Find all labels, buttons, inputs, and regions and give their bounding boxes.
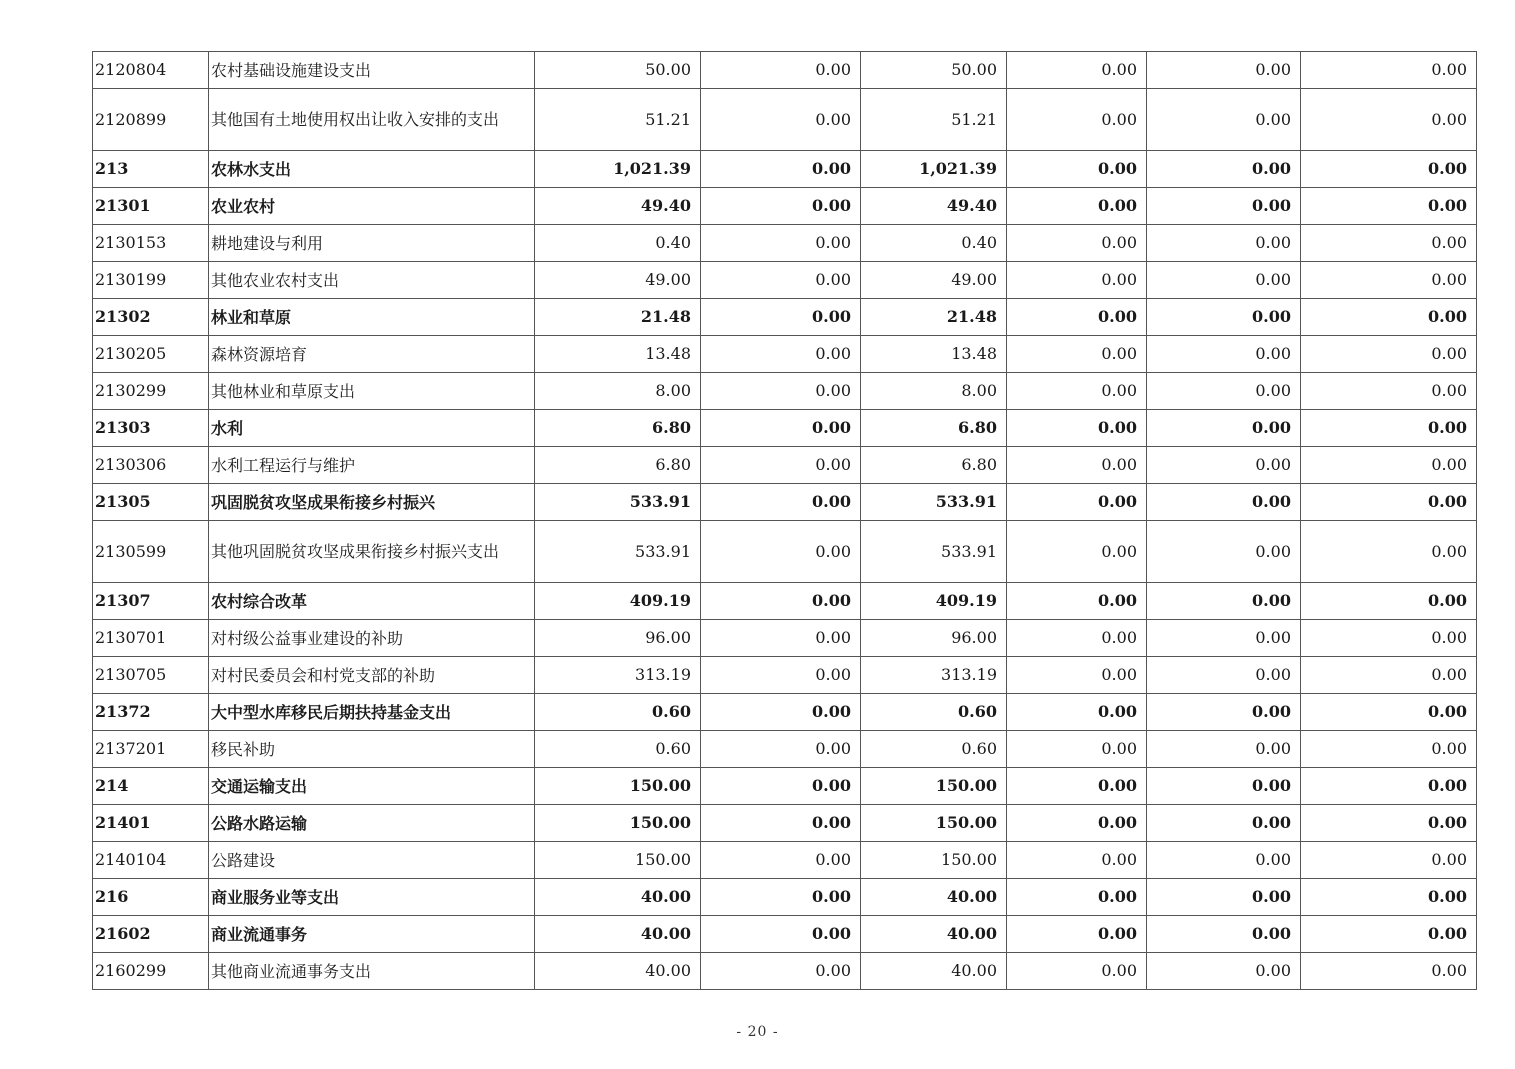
amount-cell: 533.91 <box>861 521 1007 583</box>
amount-cell: 0.00 <box>701 188 861 225</box>
amount-cell: 0.00 <box>1007 916 1147 953</box>
table-row <box>93 953 1477 990</box>
name-cell: 林业和草原 <box>209 299 535 336</box>
amount-cell: 0.00 <box>1301 373 1477 410</box>
amount-cell: 0.00 <box>1301 521 1477 583</box>
amount-cell: 0.00 <box>1301 620 1477 657</box>
amount-cell: 409.19 <box>535 583 701 620</box>
code-cell: 21372 <box>93 694 209 731</box>
amount-cell: 49.40 <box>861 188 1007 225</box>
code-cell: 2160299 <box>93 953 209 990</box>
amount-cell: 0.00 <box>1007 89 1147 151</box>
amount-cell: 0.00 <box>1147 583 1301 620</box>
code-cell: 21303 <box>93 410 209 447</box>
table-row <box>93 879 1477 916</box>
amount-cell: 150.00 <box>535 805 701 842</box>
name-cell: 交通运输支出 <box>209 768 535 805</box>
code-cell: 216 <box>93 879 209 916</box>
code-cell: 2137201 <box>93 731 209 768</box>
amount-cell: 0.00 <box>1147 731 1301 768</box>
amount-cell: 21.48 <box>535 299 701 336</box>
code-cell: 2120804 <box>93 52 209 89</box>
code-cell: 2130306 <box>93 447 209 484</box>
amount-cell: 0.00 <box>1301 151 1477 188</box>
amount-cell: 0.00 <box>1007 521 1147 583</box>
amount-cell: 49.00 <box>535 262 701 299</box>
amount-cell: 0.00 <box>1007 694 1147 731</box>
code-cell: 213 <box>93 151 209 188</box>
name-cell: 对村民委员会和村党支部的补助 <box>209 657 535 694</box>
amount-cell: 0.00 <box>701 52 861 89</box>
amount-cell: 0.00 <box>701 916 861 953</box>
code-cell: 21401 <box>93 805 209 842</box>
name-cell: 对村级公益事业建设的补助 <box>209 620 535 657</box>
amount-cell: 0.00 <box>1007 373 1147 410</box>
amount-cell: 0.00 <box>1007 879 1147 916</box>
amount-cell: 0.00 <box>1147 336 1301 373</box>
code-cell: 21302 <box>93 299 209 336</box>
amount-cell: 40.00 <box>535 879 701 916</box>
code-cell: 2140104 <box>93 842 209 879</box>
amount-cell: 0.00 <box>701 805 861 842</box>
table-row <box>93 583 1477 620</box>
amount-cell: 0.00 <box>1007 299 1147 336</box>
amount-cell: 40.00 <box>861 879 1007 916</box>
name-cell: 其他国有土地使用权出让收入安排的支出 <box>209 89 535 151</box>
name-cell: 农村综合改革 <box>209 583 535 620</box>
table-row <box>93 336 1477 373</box>
amount-cell: 0.00 <box>1147 694 1301 731</box>
amount-cell: 0.00 <box>1301 953 1477 990</box>
amount-cell: 0.00 <box>1301 188 1477 225</box>
amount-cell: 0.00 <box>701 657 861 694</box>
amount-cell: 0.00 <box>1147 89 1301 151</box>
amount-cell: 533.91 <box>535 521 701 583</box>
amount-cell: 0.00 <box>1007 620 1147 657</box>
amount-cell: 0.00 <box>1007 657 1147 694</box>
amount-cell: 0.00 <box>1007 52 1147 89</box>
amount-cell: 13.48 <box>861 336 1007 373</box>
amount-cell: 0.00 <box>701 299 861 336</box>
amount-cell: 0.00 <box>1007 484 1147 521</box>
amount-cell: 0.00 <box>1147 447 1301 484</box>
table-row <box>93 410 1477 447</box>
amount-cell: 0.60 <box>535 731 701 768</box>
amount-cell: 0.00 <box>701 583 861 620</box>
amount-cell: 40.00 <box>535 916 701 953</box>
table-row <box>93 373 1477 410</box>
table-row <box>93 620 1477 657</box>
code-cell: 21301 <box>93 188 209 225</box>
amount-cell: 8.00 <box>861 373 1007 410</box>
amount-cell: 0.00 <box>1147 805 1301 842</box>
amount-cell: 0.00 <box>701 694 861 731</box>
amount-cell: 0.00 <box>1147 657 1301 694</box>
table-row <box>93 916 1477 953</box>
table-row <box>93 842 1477 879</box>
code-cell: 21602 <box>93 916 209 953</box>
amount-cell: 0.00 <box>1007 953 1147 990</box>
amount-cell: 0.00 <box>1301 447 1477 484</box>
amount-cell: 6.80 <box>535 410 701 447</box>
amount-cell: 0.00 <box>1301 583 1477 620</box>
name-cell: 巩固脱贫攻坚成果衔接乡村振兴 <box>209 484 535 521</box>
amount-cell: 0.00 <box>1301 52 1477 89</box>
amount-cell: 8.00 <box>535 373 701 410</box>
amount-cell: 0.00 <box>1007 188 1147 225</box>
amount-cell: 533.91 <box>535 484 701 521</box>
amount-cell: 49.40 <box>535 188 701 225</box>
amount-cell: 0.00 <box>1147 373 1301 410</box>
amount-cell: 0.00 <box>701 151 861 188</box>
name-cell: 其他林业和草原支出 <box>209 373 535 410</box>
amount-cell: 51.21 <box>861 89 1007 151</box>
amount-cell: 0.00 <box>1301 916 1477 953</box>
amount-cell: 0.00 <box>1147 262 1301 299</box>
amount-cell: 6.80 <box>861 410 1007 447</box>
code-cell: 2130153 <box>93 225 209 262</box>
name-cell: 其他商业流通事务支出 <box>209 953 535 990</box>
budget-table <box>92 51 1477 990</box>
amount-cell: 150.00 <box>861 842 1007 879</box>
name-cell: 公路水路运输 <box>209 805 535 842</box>
table-row <box>93 188 1477 225</box>
amount-cell: 313.19 <box>861 657 1007 694</box>
amount-cell: 0.00 <box>1301 89 1477 151</box>
table-row <box>93 447 1477 484</box>
amount-cell: 0.00 <box>1301 694 1477 731</box>
amount-cell: 1,021.39 <box>861 151 1007 188</box>
amount-cell: 0.00 <box>1147 521 1301 583</box>
code-cell: 2130701 <box>93 620 209 657</box>
table-row <box>93 52 1477 89</box>
amount-cell: 0.00 <box>701 879 861 916</box>
code-cell: 21305 <box>93 484 209 521</box>
name-cell: 农村基础设施建设支出 <box>209 52 535 89</box>
amount-cell: 0.00 <box>1007 731 1147 768</box>
amount-cell: 0.00 <box>1147 484 1301 521</box>
amount-cell: 0.00 <box>701 620 861 657</box>
amount-cell: 50.00 <box>861 52 1007 89</box>
amount-cell: 0.00 <box>1007 583 1147 620</box>
amount-cell: 0.60 <box>861 694 1007 731</box>
amount-cell: 51.21 <box>535 89 701 151</box>
amount-cell: 0.00 <box>1301 657 1477 694</box>
amount-cell: 150.00 <box>535 842 701 879</box>
amount-cell: 0.00 <box>701 410 861 447</box>
code-cell: 2130199 <box>93 262 209 299</box>
amount-cell: 0.00 <box>701 373 861 410</box>
amount-cell: 0.00 <box>1007 842 1147 879</box>
amount-cell: 0.00 <box>1147 953 1301 990</box>
amount-cell: 0.00 <box>1147 151 1301 188</box>
amount-cell: 409.19 <box>861 583 1007 620</box>
amount-cell: 0.00 <box>701 768 861 805</box>
amount-cell: 0.00 <box>1301 484 1477 521</box>
amount-cell: 50.00 <box>535 52 701 89</box>
amount-cell: 0.00 <box>701 484 861 521</box>
table-row <box>93 805 1477 842</box>
amount-cell: 0.00 <box>701 953 861 990</box>
amount-cell: 0.00 <box>1007 336 1147 373</box>
amount-cell: 0.40 <box>535 225 701 262</box>
name-cell: 商业服务业等支出 <box>209 879 535 916</box>
amount-cell: 150.00 <box>861 805 1007 842</box>
table-row <box>93 657 1477 694</box>
amount-cell: 0.00 <box>701 521 861 583</box>
table-row <box>93 89 1477 151</box>
amount-cell: 0.00 <box>1301 768 1477 805</box>
name-cell: 其他巩固脱贫攻坚成果衔接乡村振兴支出 <box>209 521 535 583</box>
amount-cell: 0.00 <box>1301 262 1477 299</box>
amount-cell: 150.00 <box>861 768 1007 805</box>
table-row <box>93 484 1477 521</box>
amount-cell: 0.00 <box>1147 410 1301 447</box>
amount-cell: 533.91 <box>861 484 1007 521</box>
amount-cell: 0.00 <box>1007 225 1147 262</box>
name-cell: 公路建设 <box>209 842 535 879</box>
name-cell: 农业农村 <box>209 188 535 225</box>
amount-cell: 0.00 <box>701 336 861 373</box>
amount-cell: 0.00 <box>1147 916 1301 953</box>
table-body <box>93 52 1477 990</box>
amount-cell: 0.00 <box>1301 805 1477 842</box>
table-row <box>93 151 1477 188</box>
amount-cell: 49.00 <box>861 262 1007 299</box>
table-row <box>93 299 1477 336</box>
amount-cell: 313.19 <box>535 657 701 694</box>
amount-cell: 0.00 <box>1147 225 1301 262</box>
table-row <box>93 225 1477 262</box>
amount-cell: 0.00 <box>701 225 861 262</box>
name-cell: 农林水支出 <box>209 151 535 188</box>
amount-cell: 0.00 <box>1147 188 1301 225</box>
amount-cell: 96.00 <box>535 620 701 657</box>
name-cell: 其他农业农村支出 <box>209 262 535 299</box>
amount-cell: 0.00 <box>1007 410 1147 447</box>
amount-cell: 13.48 <box>535 336 701 373</box>
table-row <box>93 694 1477 731</box>
table-row <box>93 768 1477 805</box>
code-cell: 2130299 <box>93 373 209 410</box>
amount-cell: 0.00 <box>1301 225 1477 262</box>
amount-cell: 0.60 <box>535 694 701 731</box>
amount-cell: 0.00 <box>701 89 861 151</box>
amount-cell: 0.00 <box>1007 768 1147 805</box>
amount-cell: 1,021.39 <box>535 151 701 188</box>
code-cell: 214 <box>93 768 209 805</box>
amount-cell: 40.00 <box>861 953 1007 990</box>
amount-cell: 0.00 <box>701 842 861 879</box>
amount-cell: 0.00 <box>701 447 861 484</box>
code-cell: 2130599 <box>93 521 209 583</box>
amount-cell: 96.00 <box>861 620 1007 657</box>
amount-cell: 0.00 <box>701 731 861 768</box>
amount-cell: 0.00 <box>1147 879 1301 916</box>
amount-cell: 0.00 <box>1301 731 1477 768</box>
table-row <box>93 521 1477 583</box>
code-cell: 2120899 <box>93 89 209 151</box>
amount-cell: 0.00 <box>1301 410 1477 447</box>
amount-cell: 0.00 <box>1007 151 1147 188</box>
amount-cell: 0.00 <box>1147 768 1301 805</box>
table-row <box>93 731 1477 768</box>
page-number: - 20 - <box>736 1024 779 1040</box>
amount-cell: 0.00 <box>1147 52 1301 89</box>
code-cell: 2130205 <box>93 336 209 373</box>
amount-cell: 21.48 <box>861 299 1007 336</box>
amount-cell: 150.00 <box>535 768 701 805</box>
code-cell: 21307 <box>93 583 209 620</box>
amount-cell: 0.00 <box>1301 336 1477 373</box>
amount-cell: 0.00 <box>1147 299 1301 336</box>
amount-cell: 40.00 <box>861 916 1007 953</box>
name-cell: 移民补助 <box>209 731 535 768</box>
amount-cell: 0.00 <box>1147 842 1301 879</box>
name-cell: 大中型水库移民后期扶持基金支出 <box>209 694 535 731</box>
amount-cell: 6.80 <box>535 447 701 484</box>
amount-cell: 0.00 <box>1007 447 1147 484</box>
amount-cell: 0.00 <box>1301 842 1477 879</box>
amount-cell: 0.40 <box>861 225 1007 262</box>
amount-cell: 0.00 <box>1007 262 1147 299</box>
amount-cell: 0.60 <box>861 731 1007 768</box>
name-cell: 水利 <box>209 410 535 447</box>
name-cell: 商业流通事务 <box>209 916 535 953</box>
name-cell: 耕地建设与利用 <box>209 225 535 262</box>
amount-cell: 40.00 <box>535 953 701 990</box>
amount-cell: 0.00 <box>1007 805 1147 842</box>
amount-cell: 0.00 <box>1301 299 1477 336</box>
amount-cell: 6.80 <box>861 447 1007 484</box>
amount-cell: 0.00 <box>1301 879 1477 916</box>
amount-cell: 0.00 <box>1147 620 1301 657</box>
code-cell: 2130705 <box>93 657 209 694</box>
amount-cell: 0.00 <box>701 262 861 299</box>
table-row <box>93 262 1477 299</box>
name-cell: 水利工程运行与维护 <box>209 447 535 484</box>
name-cell: 森林资源培育 <box>209 336 535 373</box>
